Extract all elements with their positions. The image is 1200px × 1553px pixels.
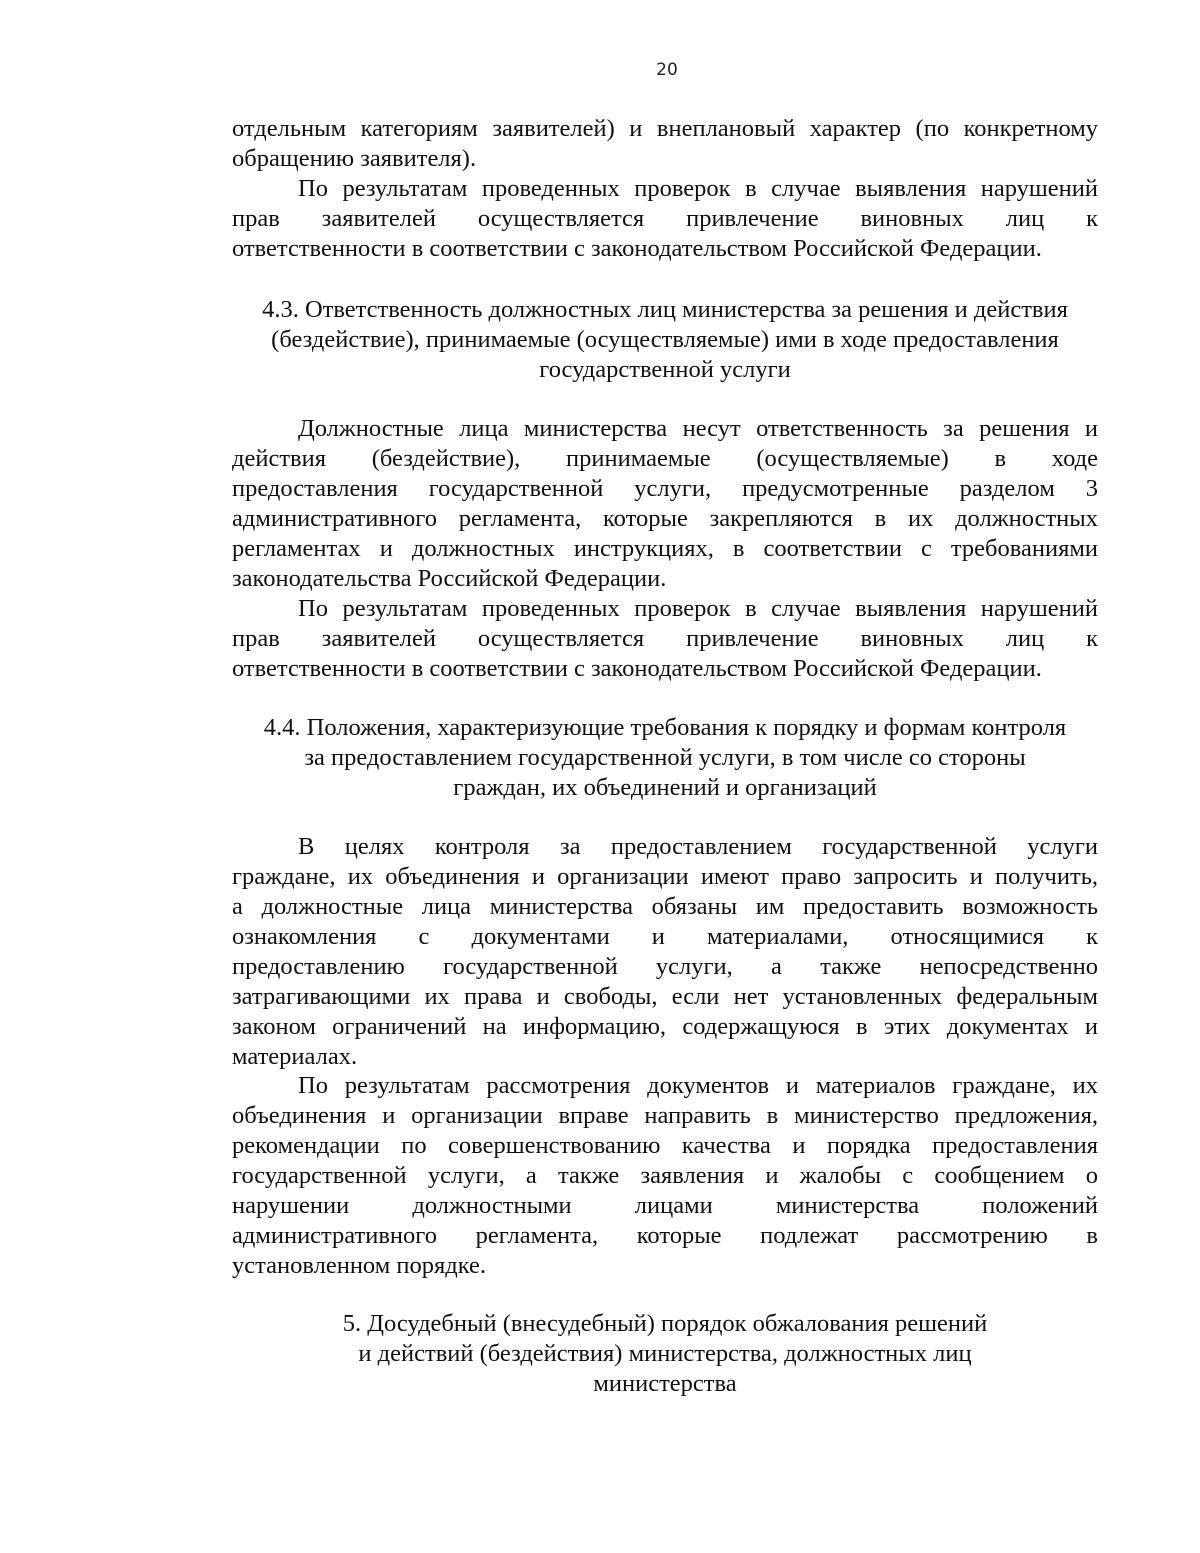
paragraph-citizen-control — [232, 832, 1098, 1072]
text-line: предоставлению государственной услуги, а также непосредственно — [232, 953, 1098, 980]
paragraph-continuation — [232, 114, 1098, 174]
text-line: государственной услуги, а также заявления и жалобы с сообщением о — [232, 1162, 1098, 1189]
heading-line: (бездействие), принимаемые (осуществляемые) ими в ходе предоставления — [271, 326, 1059, 353]
text-line: административного регламента, которые закрепляются в их должностных — [232, 505, 1098, 532]
heading-line: 5. Досудебный (внесудебный) порядок обжалования решений — [342, 1310, 988, 1337]
text-line: законом ограничений на информацию, содержащуюся в этих документах и — [232, 1013, 1098, 1040]
heading-line: за предоставлением государственной услуги, в том числе со стороны — [304, 744, 1026, 771]
text-line: законодательства Российской Федерации. — [232, 565, 667, 592]
section-heading-5 — [232, 1309, 1098, 1399]
heading-line: граждан, их объединений и организаций — [453, 774, 877, 801]
text-line: а должностные лица министерства обязаны им предоставить возможность — [232, 893, 1098, 920]
text-line: По результатам проведенных проверок в случае выявления нарушений — [298, 175, 1098, 202]
heading-line: государственной услуги — [539, 356, 791, 383]
text-line: регламентах и должностных инструкциях, в соответствии с требованиями — [232, 535, 1098, 562]
paragraph-violations-1 — [232, 174, 1098, 264]
heading-line: 4.4. Положения, характеризующие требования к порядку и формам контроля — [263, 714, 1067, 741]
heading-line: 4.3. Ответственность должностных лиц министерства за решения и действия — [262, 296, 1068, 323]
text-line: отдельным категориям заявителей) и внеплановый характер (по конкретному — [232, 115, 1098, 142]
page-number: 20 — [656, 60, 678, 80]
text-line: ответственности в соответствии с законодательством Российской Федерации. — [232, 235, 1042, 262]
text-line: действия (бездействие), принимаемые (осуществляемые) в ходе — [232, 445, 1098, 472]
text-line: установленном порядке. — [232, 1252, 486, 1279]
text-line: затрагивающими их права и свободы, если нет установленных федеральным — [232, 983, 1098, 1010]
text-line: объединения и организации вправе направить в министерство предложения, — [232, 1102, 1098, 1129]
paragraph-responsibility — [232, 414, 1098, 594]
section-heading-4-4 — [232, 713, 1098, 803]
text-line: рекомендации по совершенствованию качества и порядка предоставления — [232, 1132, 1098, 1159]
text-line: ознакомления с документами и материалами, относящимися к — [232, 923, 1098, 950]
text-line: По результатам рассмотрения документов и материалов граждане, их — [298, 1072, 1098, 1099]
text-line: обращению заявителя). — [232, 145, 477, 172]
text-line: граждане, их объединения и организации имеют право запросить и получить, — [232, 863, 1098, 890]
section-heading-4-3 — [232, 295, 1098, 385]
heading-line: и действий (бездействия) министерства, должностных лиц — [358, 1340, 972, 1367]
paragraph-proposals — [232, 1071, 1098, 1281]
text-line: нарушении должностными лицами министерства положений — [232, 1192, 1098, 1219]
text-line: материалах. — [232, 1043, 358, 1070]
text-line: предоставления государственной услуги, предусмотренные разделом 3 — [232, 475, 1098, 502]
text-line: прав заявителей осуществляется привлечение виновных лиц к — [232, 625, 1098, 652]
heading-line: министерства — [593, 1370, 737, 1397]
text-line: Должностные лица министерства несут ответственность за решения и — [298, 415, 1098, 442]
text-line: ответственности в соответствии с законодательством Российской Федерации. — [232, 655, 1042, 682]
paragraph-violations-2 — [232, 594, 1098, 684]
text-line: административного регламента, которые подлежат рассмотрению в — [232, 1222, 1098, 1249]
text-line: прав заявителей осуществляется привлечение виновных лиц к — [232, 205, 1098, 232]
text-line: В целях контроля за предоставлением государственной услуги — [298, 833, 1098, 860]
text-line: По результатам проведенных проверок в случае выявления нарушений — [298, 595, 1098, 622]
